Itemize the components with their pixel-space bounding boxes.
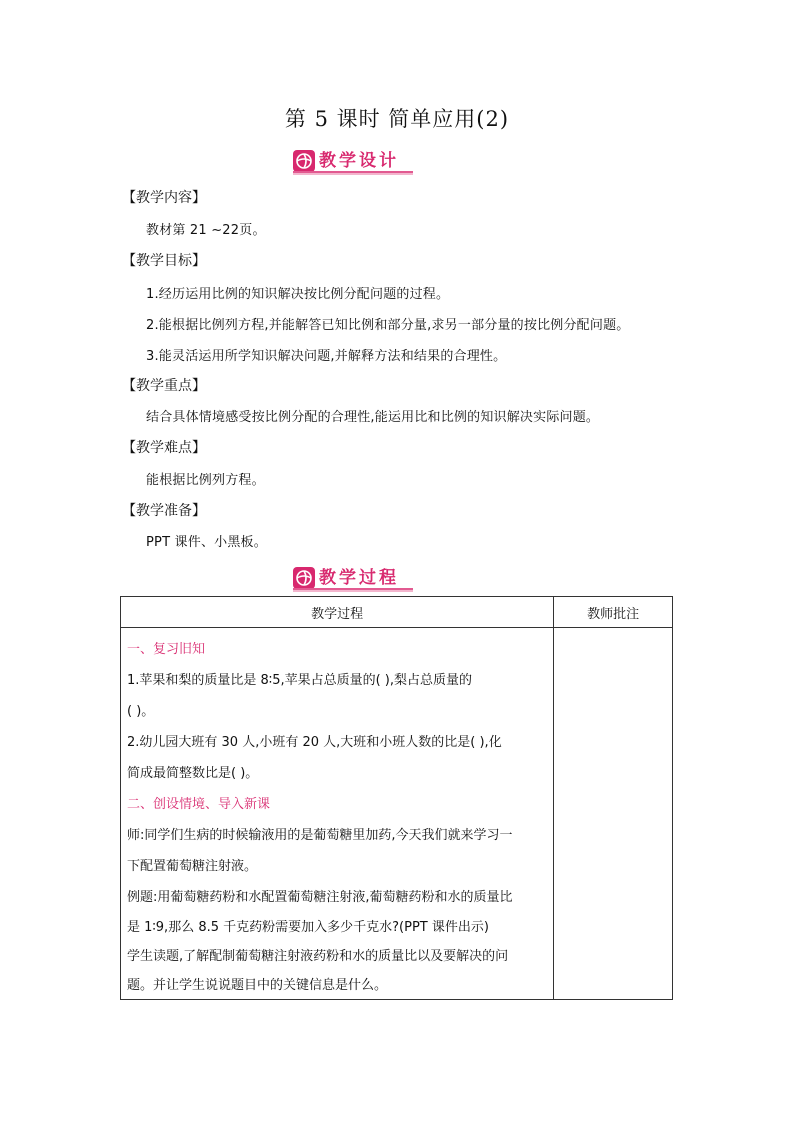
process-line: 二、创设情境、导入新课 (127, 797, 271, 812)
column-header: 教师批注 (554, 597, 673, 628)
section-text: 结合具体情境感受按比例分配的合理性,能运用比和比例的知识解决实际问题。 (146, 410, 600, 425)
flower-logo-icon (293, 150, 315, 172)
section-text: 1.经历运用比例的知识解决按比例分配问题的过程。 (146, 287, 450, 302)
teaching-process-banner (293, 565, 413, 591)
teaching-design-banner (293, 148, 413, 174)
flower-logo-icon (293, 567, 315, 589)
section-heading: 【教学重点】 (122, 378, 206, 394)
process-line: 学生读题,了解配制葡萄糖注射液药粉和水的质量比以及要解决的问 (127, 949, 509, 964)
process-cell (121, 628, 554, 1000)
banner-underline (293, 588, 413, 592)
process-line: ( )。 (127, 704, 155, 719)
process-line: 简成最简整数比是( )。 (127, 766, 259, 781)
section-text: PPT 课件、小黑板。 (146, 535, 267, 550)
section-heading: 【教学目标】 (122, 253, 206, 269)
section-text: 能根据比例列方程。 (146, 473, 265, 488)
banner-underline (293, 171, 413, 175)
banner-label: 教学设计 (319, 151, 399, 171)
section-heading: 【教学准备】 (122, 503, 206, 519)
process-line: 是 1∶9,那么 8.5 千克药粉需要加入多少千克水?(PPT 课件出示) (127, 920, 489, 935)
section-text: 3.能灵活运用所学知识解决问题,并解释方法和结果的合理性。 (146, 349, 507, 364)
column-header: 教学过程 (121, 597, 554, 628)
page-title: 第 5 课时 简单应用(2) (284, 107, 510, 131)
section-text: 2.能根据比例列方程,并能解答已知比例和部分量,求另一部分量的按比例分配问题。 (146, 318, 630, 333)
section-text: 教材第 21 ~22页。 (146, 223, 266, 238)
banner-label: 教学过程 (319, 568, 399, 588)
process-line: 师:同学们生病的时候输液用的是葡萄糖里加药,今天我们就来学习一 (127, 828, 513, 843)
process-line: 一、复习旧知 (127, 642, 206, 657)
process-line: 1.苹果和梨的质量比是 8∶5,苹果占总质量的( ),梨占总质量的 (127, 673, 473, 688)
process-line: 2.幼儿园大班有 30 人,小班有 20 人,大班和小班人数的比是( ),化 (127, 735, 502, 750)
process-line: 题。并让学生说说题目中的关键信息是什么。 (127, 978, 388, 993)
process-line: 例题:用葡萄糖药粉和水配置葡萄糖注射液,葡萄糖药粉和水的质量比 (127, 890, 513, 905)
process-line: 下配置葡萄糖注射液。 (127, 859, 258, 874)
section-heading: 【教学内容】 (122, 190, 206, 206)
teacher-notes-cell (554, 628, 673, 1000)
section-heading: 【教学难点】 (122, 440, 206, 456)
teaching-process-table (120, 596, 673, 1000)
